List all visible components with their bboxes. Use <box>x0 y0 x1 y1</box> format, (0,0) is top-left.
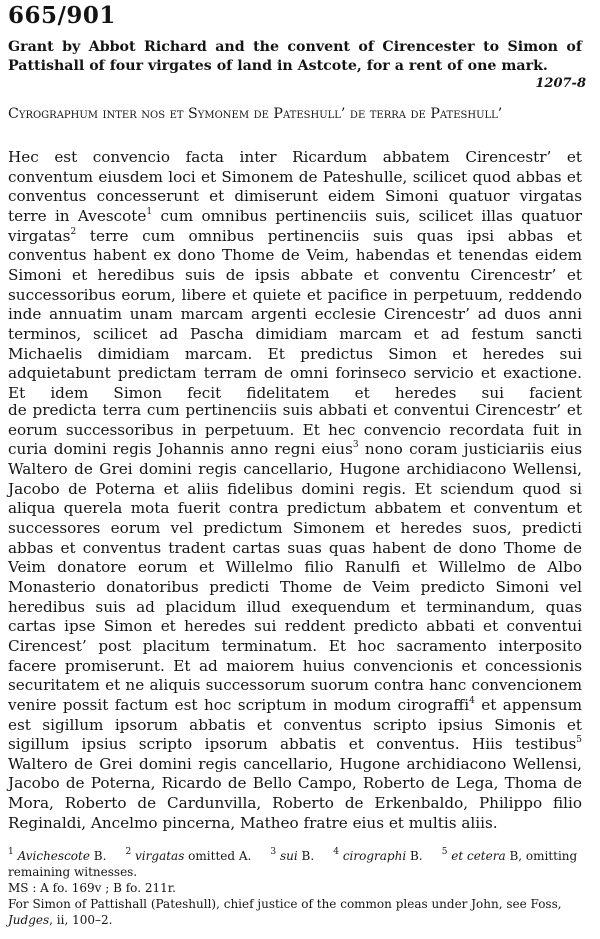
footnote-word: Avichescote <box>17 849 90 863</box>
footnote-source: B. <box>406 849 423 863</box>
text-segment: cum omnibus pertinenciis suis, scilicet illas quatuor virgatas <box>8 206 582 245</box>
text-segment: de predicta terra cum pertinenciis suis abbati et conventui Cirencestr’ et eorum successoribus in perpetuum. Et hec convencio recordata fuit in curia domini regis Johannis anno regni eius <box>8 401 582 459</box>
charter-number: 665/901 <box>8 2 116 29</box>
footnote-mark: 3 <box>270 847 277 857</box>
editorial-comment <box>8 896 582 928</box>
footnote-source: omitted A. <box>184 849 252 863</box>
footnotes <box>8 848 582 928</box>
charter-text-part-2 <box>8 401 582 833</box>
footnote-source: B. <box>297 849 315 863</box>
charter-rubric: Cyrographum inter nos et Symonem de Pateshull’ de terra de Pateshull’ <box>8 106 503 122</box>
footnote-source: B. <box>89 849 107 863</box>
comment-text: , ii, 100–2. <box>49 913 113 927</box>
footnote-ref-3: 3 <box>352 440 359 451</box>
footnote-word: virgatas <box>135 849 185 863</box>
text-segment: Hec est convencio facta inter Ricardum abbatem Cirencestr’ et conventum eiusdem loci et Simonem de Pateshulle, scilicet quod abbas et conventus concesserunt et dimiserunt eidem Simoni quatuor virgatas terre in Avescote <box>8 148 582 225</box>
text-segment: terre cum omnibus pertinenciis suis quas ipsi abbas et conventus habent ex dono Thome de Veim, habendas et tenendas eidem Simoni et heredibus suis de ipsis abbate et conventu Cirencestr’ et successoribus eorum, libere et quiete et pacifice in perpetuum, reddendo inde annuatim unam marcam argenti ecclesie Cirencestr’ ad duos anni terminos, scilicet ad Pascha dimidiam marcam et ad festum sancti Michaelis dimidiam marcam. Et predictus Simon et heredes sui adquietabunt predictam terram de omni forinseco servicio et exactione. Et idem Simon fecit fidelitatem et heredes sui facient <box>8 226 582 402</box>
text-segment: nono coram justiciariis eius Waltero de Grei domini regis cancellario, Hugone archidiacono Wellensi, Jacobo de Poterna et aliis fidelibus domini regis. Et sciendum quod si aliqua querela mota fuerit contra predictum abbatem et conventum et successores eorum vel predictum Simonem et heredes suos, predicti abbas et conventus tradent cartas suas quas habent de dono Thome de Veim donatore eorum et Willelmo filio Ranulfi et Willelmo de Albo Monasterio donatoribus predicti Thome de Veim predicto Simoni vel heredibus suis ad placidum illud exequendum et terminandum, quas cartas ipse Simon et heredes sui reddent predicto abbati et conventui Cirencest’ post placitum terminatum. Et hoc sacramento interposito facere promiserunt. Et ad maiorem huius convencionis et concessionis securitatem et ne aliquis successorum suorum contra hanc convencionem venire possit factum est hoc scriptum in modum cirograffi <box>8 440 582 714</box>
footnote-ref-5: 5 <box>576 735 582 746</box>
footnote-ref-1: 1 <box>146 206 153 217</box>
footnote-mark: 2 <box>125 847 132 857</box>
text-segment: et appensum est sigillum ipsorum abbatis et conventus scripto ipsius Simonis et sigillum ipsius scripto ipsorum abbatis et conventus. Hiis testibus <box>8 695 582 754</box>
footnote-source: B, omitting remaining witnesses. <box>8 849 578 879</box>
footnote-mark: 5 <box>441 847 448 857</box>
footnote-mark: 4 <box>333 847 339 857</box>
footnote-word: cirographi <box>342 849 407 863</box>
charter-summary: Grant by Abbot Richard and the convent of Cirencester to Simon of Pattishall of four virgates of land in Astcote, for a rent of one mark. <box>8 39 582 74</box>
charter-text-part-1 <box>8 148 582 404</box>
footnote-line <box>8 848 582 880</box>
footnote-word: sui <box>279 849 298 863</box>
footnote-ref-2: 2 <box>70 226 77 237</box>
comment-text: For Simon of Pattishall (Pateshull), chief justice of the common pleas under John, see Foss, <box>8 897 562 911</box>
footnote-word: et cetera <box>451 849 506 863</box>
charter-date: 1207-8 <box>535 76 586 91</box>
text-segment: Waltero de Grei domini regis cancellario, Hugone archidiacono Wellensi, Jacobo de Poterna, Ricardo de Bello Campo, Roberto de Lega, Thoma de Mora, Roberto de Cardunvilla, Roberto de Erkenbaldo, Philippo filio Reginaldi, Ancelmo pincerna, Matheo fratre eius et multis aliis. <box>8 754 582 832</box>
footnote-mark: 1 <box>8 847 14 857</box>
comment-title: Judges <box>8 913 50 927</box>
footnote-ref-4: 4 <box>469 695 475 706</box>
manuscript-sources: MS : A fo. 169v ; B fo. 211r. <box>8 881 176 895</box>
